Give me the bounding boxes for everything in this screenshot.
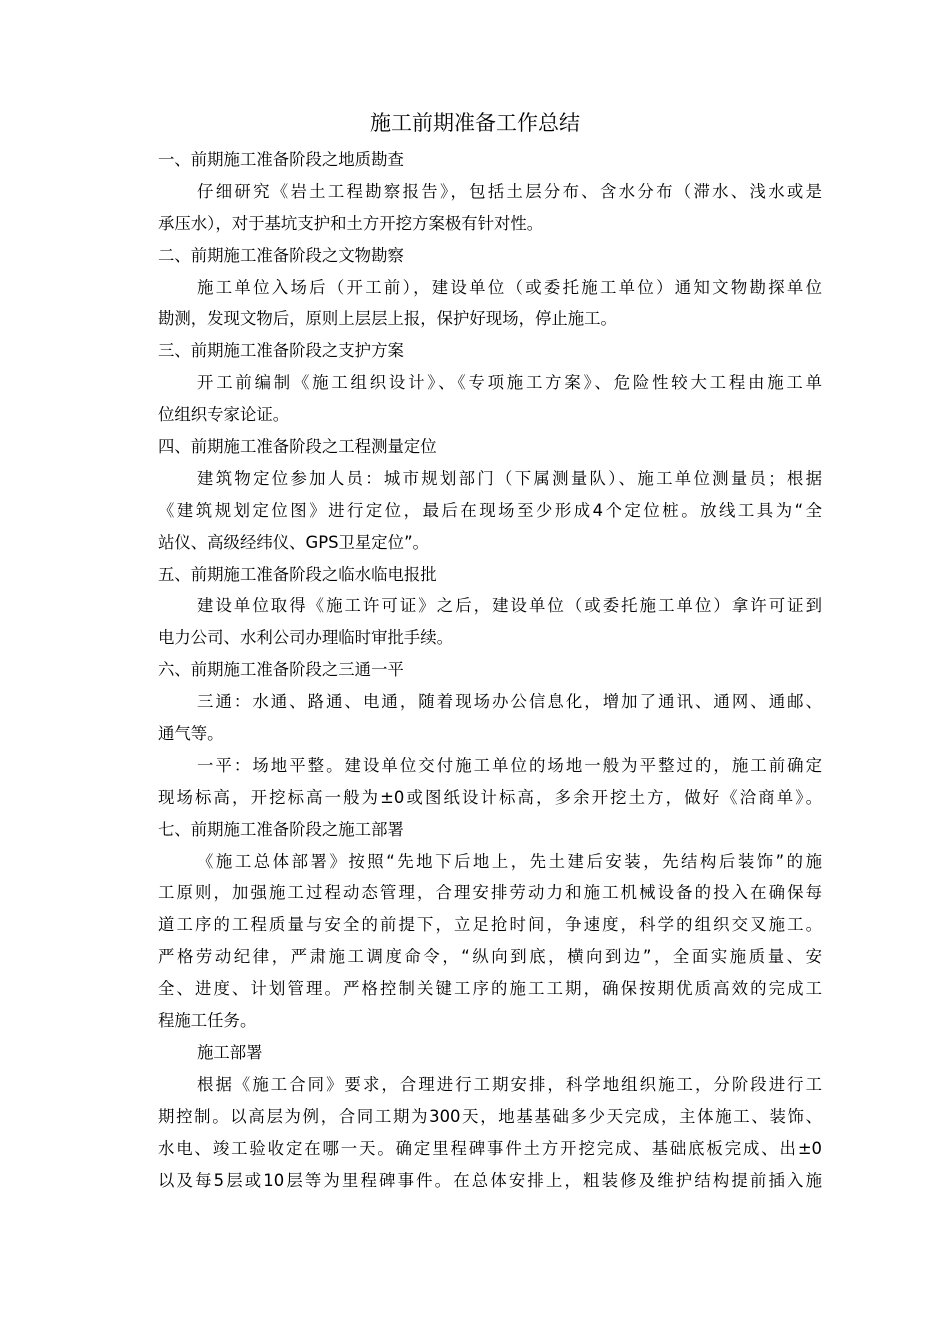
paragraph-line: 建筑物定位参加人员：城市规划部门（下属测量队）、施工单位测量员；根据 xyxy=(197,468,822,488)
subsection-heading: 施工部署 xyxy=(197,1042,263,1062)
paragraph-line: 电力公司、水利公司办理临时审批手续。 xyxy=(158,628,454,648)
paragraph-line: 通气等。 xyxy=(158,724,224,744)
paragraph-line: 站仪、高级经纬仪、GPS卫星定位”。 xyxy=(158,532,429,552)
paragraph-line: 承压水），对于基坑支护和土方开挖方案极有针对性。 xyxy=(158,213,544,233)
section-heading: 三、前期施工准备阶段之支护方案 xyxy=(158,341,404,361)
paragraph-line: 期控制。以高层为例，合同工期为300天，地基基础多少天完成，主体施工、装饰、 xyxy=(158,1106,822,1126)
section-heading: 五、前期施工准备阶段之临水临电报批 xyxy=(158,564,437,584)
paragraph-line: 《施工总体部署》按照“先地下后地上，先土建后安装，先结构后装饰”的施 xyxy=(197,851,822,871)
document-body xyxy=(158,144,822,1196)
paragraph-line: 施工单位入场后（开工前），建设单位（或委托施工单位）通知文物勘探单位 xyxy=(197,277,822,297)
section-heading: 六、前期施工准备阶段之三通一平 xyxy=(158,660,404,680)
paragraph-line: 全、进度、计划管理。严格控制关键工序的施工工期，确保按期优质高效的完成工 xyxy=(158,979,822,999)
paragraph-line: 工原则，加强施工过程动态管理，合理安排劳动力和施工机械设备的投入在确保每 xyxy=(158,883,822,903)
paragraph-line: 一平：场地平整。建设单位交付施工单位的场地一般为平整过的，施工前确定 xyxy=(197,755,822,775)
paragraph-line: 《建筑规划定位图》进行定位，最后在现场至少形成4个定位桩。放线工具为“全 xyxy=(158,500,822,520)
paragraph-line: 严格劳动纪律，严肃施工调度命令，“纵向到底，横向到边”，全面实施质量、安 xyxy=(158,947,822,967)
paragraph-line: 位组织专家论证。 xyxy=(158,405,290,425)
paragraph-line: 勘测，发现文物后，原则上层层上报，保护好现场，停止施工。 xyxy=(158,309,617,329)
paragraph-line: 根据《施工合同》要求，合理进行工期安排，科学地组织施工，分阶段进行工 xyxy=(197,1074,822,1094)
paragraph-line: 建设单位取得《施工许可证》之后，建设单位（或委托施工单位）拿许可证到 xyxy=(197,596,822,616)
section-heading: 四、前期施工准备阶段之工程测量定位 xyxy=(158,437,437,457)
document-title: 施工前期准备工作总结 xyxy=(370,111,580,135)
paragraph-line: 仔细研究《岩土工程勘察报告》，包括土层分布、含水分布（滞水、浅水或是 xyxy=(197,181,822,201)
section-heading: 一、前期施工准备阶段之地质勘查 xyxy=(158,150,404,169)
paragraph-line: 程施工任务。 xyxy=(158,1011,257,1031)
paragraph-line: 水电、竣工验收定在哪一天。确定里程碑事件土方开挖完成、基础底板完成、出±0 xyxy=(158,1138,822,1158)
paragraph-line: 以及每5层或10层等为里程碑事件。在总体安排上，粗装修及维护结构提前插入施 xyxy=(158,1170,822,1190)
section-heading: 七、前期施工准备阶段之施工部署 xyxy=(158,819,404,839)
section-heading: 二、前期施工准备阶段之文物勘察 xyxy=(158,245,404,265)
paragraph-line: 开工前编制《施工组织设计》、《专项施工方案》、危险性较大工程由施工单 xyxy=(197,373,822,393)
paragraph-line: 道工序的工程质量与安全的前提下，立足抢时间，争速度，科学的组织交叉施工。 xyxy=(158,915,822,935)
paragraph-line: 现场标高，开挖标高一般为±0或图纸设计标高，多余开挖土方，做好《洽商单》。 xyxy=(158,787,822,807)
paragraph-line: 三通：水通、路通、电通，随着现场办公信息化，增加了通讯、通网、通邮、 xyxy=(197,692,822,712)
